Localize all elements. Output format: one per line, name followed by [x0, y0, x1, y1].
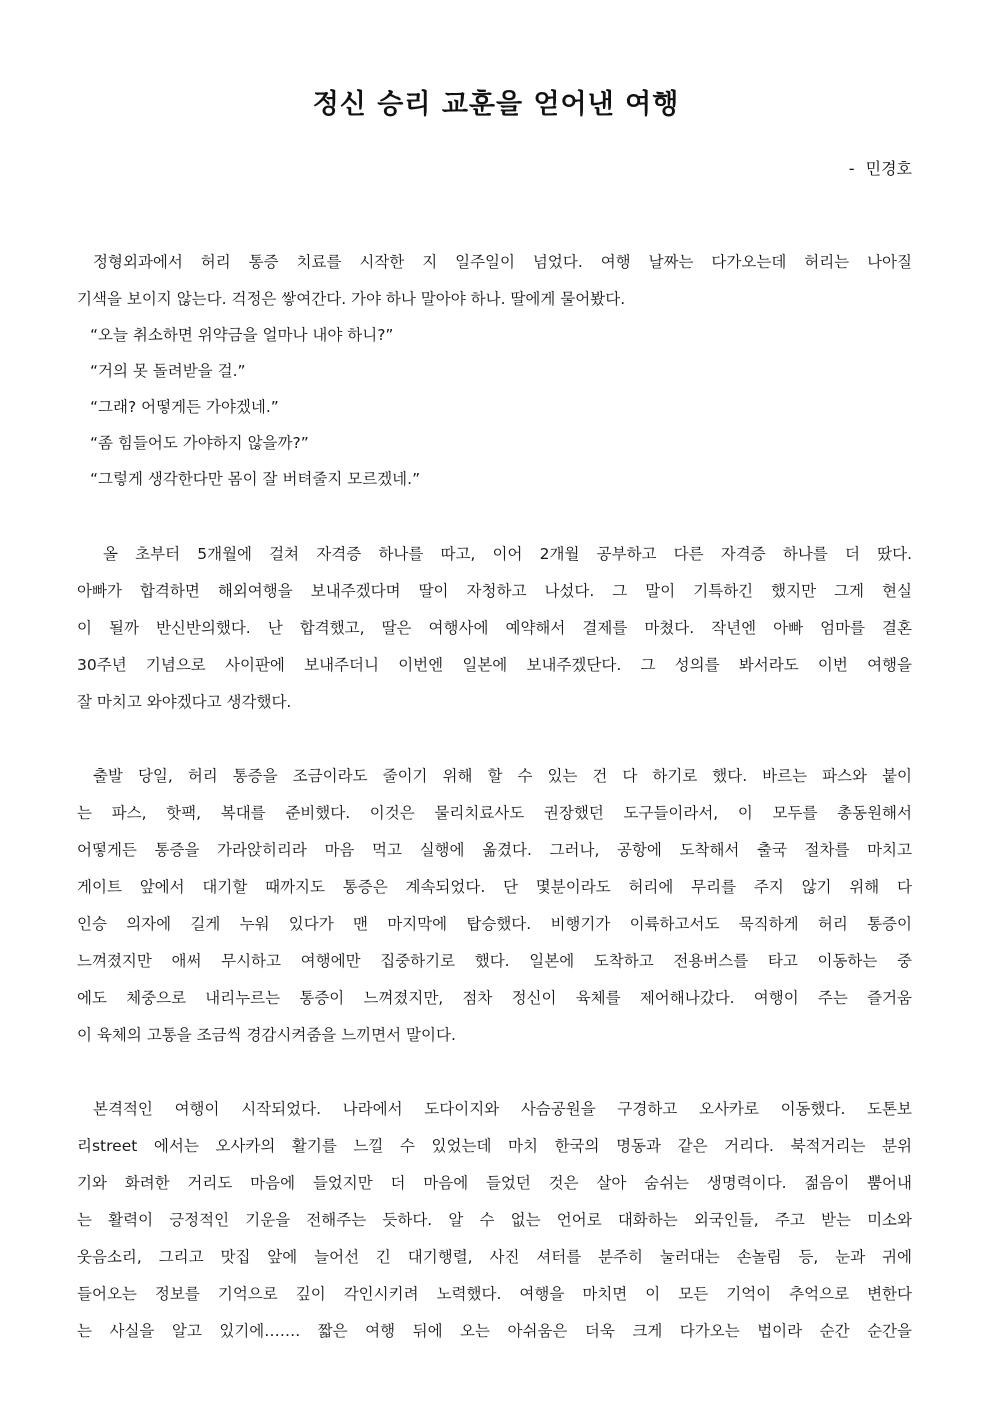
paragraph-line: 이 될까 반신반의했다. 난 합격했고, 딸은 여행사에 예약해서 결제를 마쳤다. 작년엔 아빠 엄마를 결혼 [77, 619, 912, 637]
paragraph-line: 들어오는 정보를 기억으로 깊이 각인시키려 노력했다. 여행을 마치면 이 모든 기억이 추억으로 변한다 [77, 1285, 912, 1303]
paragraph-line: 출발 당일, 허리 통증을 조금이라도 줄이기 위해 할 수 있는 건 다 하기로 했다. 바르는 파스와 붙이 [93, 767, 912, 785]
dialogue-line: “오늘 취소하면 위약금을 얼마나 내야 하니?” [90, 326, 394, 344]
dialogue-line: “그래? 어떻게든 가야겠네.” [90, 398, 279, 416]
paragraph-line: 30주년 기념으로 사이판에 보내주더니 이번엔 일본에 보내주겠단다. 그 성의를 봐서라도 이번 여행을 [77, 656, 912, 674]
paragraph-line: 기색을 보이지 않는다. 걱정은 쌓여간다. 가야 하나 말아야 하나. 딸에게 물어봤다. [77, 290, 626, 308]
dialogue-line: “좀 힘들어도 가야하지 않을까?” [90, 434, 309, 452]
paragraph-line: 올 초부터 5개월에 걸쳐 자격증 하나를 따고, 이어 2개월 공부하고 다른 자격증 하나를 더 땄다. [103, 545, 912, 563]
paragraph-line: 어떻게든 통증을 가라앉히리라 마음 먹고 실행에 옮겼다. 그러나, 공항에 도착해서 출국 절차를 마치고 [77, 841, 912, 859]
paragraph-line: 게이트 앞에서 대기할 때까지도 통증은 계속되었다. 단 몇분이라도 허리에 무리를 주지 않기 위해 다 [77, 878, 912, 896]
dialogue-line: “그렇게 생각한다만 몸이 잘 버텨줄지 모르겠네.” [90, 470, 421, 488]
dialogue-line: “거의 못 돌려받을 걸.” [90, 362, 246, 380]
paragraph-line: 기와 화려한 거리도 마음에 들었지만 더 마음에 들었던 것은 살아 숨쉬는 생명력이다. 젊음이 뿜어내 [77, 1174, 912, 1192]
paragraph-line: 잘 마치고 와야겠다고 생각했다. [77, 693, 292, 711]
paragraph-line: 본격적인 여행이 시작되었다. 나라에서 도다이지와 사슴공원을 구경하고 오사카로 이동했다. 도톤보 [93, 1100, 912, 1118]
document-title: 정신 승리 교훈을 얻어낸 여행 [312, 89, 680, 120]
paragraph-line: 정형외과에서 허리 통증 치료를 시작한 지 일주일이 넘었다. 여행 날짜는 다가오는데 허리는 나아질 [93, 253, 912, 271]
paragraph-line: 이 육체의 고통을 조금씩 경감시켜줌을 느끼면서 말이다. [77, 1026, 456, 1044]
author-byline: - 민경호 [848, 159, 912, 178]
paragraph-line: 웃음소리, 그리고 맛집 앞에 늘어선 긴 대기행렬, 사진 셔터를 분주히 눌러대는 손놀림 등, 눈과 귀에 [77, 1248, 912, 1266]
paragraph-line: 는 파스, 핫팩, 복대를 준비했다. 이것은 물리치료사도 권장했던 도구들이라서, 이 모두를 총동원해서 [77, 804, 912, 822]
paragraph-line: 에도 체중으로 내리누르는 통증이 느껴졌지만, 점차 정신이 육체를 제어해나갔다. 여행이 주는 즐거움 [77, 989, 912, 1007]
paragraph-line: 인승 의자에 길게 누워 있다가 맨 마지막에 탑승했다. 비행기가 이륙하고서도 묵직하게 허리 통증이 [77, 915, 912, 933]
paragraph-line: 는 활력이 긍정적인 기운을 전해주는 듯하다. 알 수 없는 언어로 대화하는 외국인들, 주고 받는 미소와 [77, 1211, 912, 1229]
paragraph-line: 아빠가 합격하면 해외여행을 보내주겠다며 딸이 자청하고 나섰다. 그 말이 기특하긴 했지만 그게 현실 [77, 582, 912, 600]
paragraph-line: 는 사실을 알고 있기에……. 짧은 여행 뒤에 오는 아쉬움은 더욱 크게 다가오는 법이라 순간 순간을 [77, 1322, 912, 1340]
paragraph-line: 느껴졌지만 애써 무시하고 여행에만 집중하기로 했다. 일본에 도착하고 전용버스를 타고 이동하는 중 [77, 952, 912, 970]
paragraph-line: 리street 에서는 오사카의 활기를 느낄 수 있었는데 마치 한국의 명동과 같은 거리다. 북적거리는 분위 [77, 1137, 912, 1155]
